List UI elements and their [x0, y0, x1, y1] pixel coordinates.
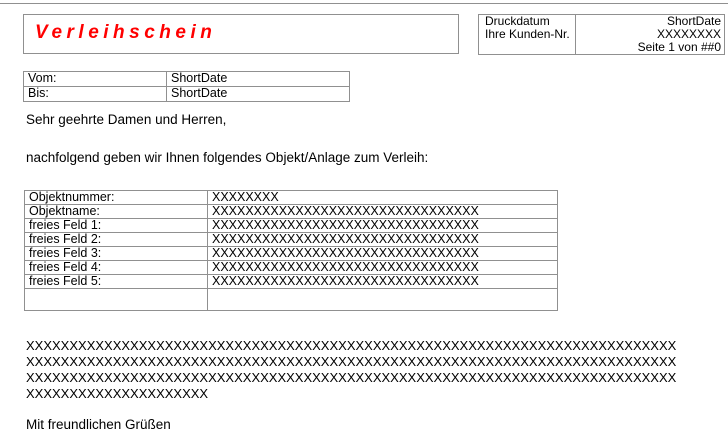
free-field-2-value: XXXXXXXXXXXXXXXXXXXXXXXXXXXXXXXX: [208, 233, 558, 247]
customer-number-value: XXXXXXXX: [656, 27, 721, 41]
placeholder-text-block: [26, 338, 676, 402]
placeholder-line: XXXXXXXXXXXXXXXXXXXXXXXXXXXXXXXXXXXXXXXXXXXXXXXXXXXXXXXXXXXXXXXXXXXXXXXXXXX: [26, 338, 677, 353]
to-label: Bis:: [24, 87, 167, 102]
from-label: Vom:: [24, 72, 167, 87]
closing-text: Mit freundlichen Grüßen: [26, 417, 171, 432]
free-field-1-value: XXXXXXXXXXXXXXXXXXXXXXXXXXXXXXXX: [208, 219, 558, 233]
from-value: ShortDate: [167, 72, 350, 87]
table-row: [24, 72, 350, 87]
object-name-value: XXXXXXXXXXXXXXXXXXXXXXXXXXXXXXXX: [208, 205, 558, 219]
free-field-5-label: freies Feld 5:: [25, 275, 208, 289]
placeholder-line: XXXXXXXXXXXXXXXXXXXXX: [26, 386, 209, 401]
object-number-value: XXXXXXXX: [208, 191, 558, 205]
free-field-3-label: freies Feld 3:: [25, 247, 208, 261]
table-row: [25, 261, 558, 275]
table-row: [25, 191, 558, 205]
free-field-4-value: XXXXXXXXXXXXXXXXXXXXXXXXXXXXXXXX: [208, 261, 558, 275]
table-row: [25, 219, 558, 233]
title-box: [23, 14, 459, 54]
print-meta-labels: [479, 15, 576, 54]
free-field-4-label: freies Feld 4:: [25, 261, 208, 275]
object-name-label: Objektname:: [25, 205, 208, 219]
table-row: [25, 205, 558, 219]
placeholder-line: XXXXXXXXXXXXXXXXXXXXXXXXXXXXXXXXXXXXXXXXXXXXXXXXXXXXXXXXXXXXXXXXXXXXXXXXXXX: [26, 370, 677, 385]
table-row: [25, 275, 558, 289]
free-field-3-value: XXXXXXXXXXXXXXXXXXXXXXXXXXXXXXXX: [208, 247, 558, 261]
print-meta-values: [576, 15, 724, 54]
print-meta-table: [478, 14, 725, 55]
object-table: [24, 190, 558, 311]
page-title: Verleihschein: [35, 22, 217, 43]
placeholder-line: XXXXXXXXXXXXXXXXXXXXXXXXXXXXXXXXXXXXXXXXXXXXXXXXXXXXXXXXXXXXXXXXXXXXXXXXXXX: [26, 354, 677, 369]
customer-number-label: Ihre Kunden-Nr.: [485, 27, 570, 41]
printdate-label: Druckdatum: [485, 14, 550, 28]
page-number-text: Seite 1 von ##0: [637, 40, 721, 54]
printdate-value: ShortDate: [666, 14, 721, 28]
free-field-2-label: freies Feld 2:: [25, 233, 208, 247]
salutation-text: Sehr geehrte Damen und Herren,: [26, 112, 227, 127]
free-field-1-label: freies Feld 1:: [25, 219, 208, 233]
object-number-label: Objektnummer:: [25, 191, 208, 205]
to-value: ShortDate: [167, 87, 350, 102]
table-row: [25, 233, 558, 247]
empty-cell: [25, 289, 208, 311]
empty-cell: [208, 289, 558, 311]
free-field-5-value: XXXXXXXXXXXXXXXXXXXXXXXXXXXXXXXX: [208, 275, 558, 289]
intro-text: nachfolgend geben wir Ihnen folgendes Objekt/Anlage zum Verleih:: [26, 150, 429, 165]
period-table: [23, 71, 350, 102]
table-row-empty: [25, 289, 558, 311]
table-row: [24, 87, 350, 102]
table-row: [25, 247, 558, 261]
top-rule: [0, 3, 728, 4]
